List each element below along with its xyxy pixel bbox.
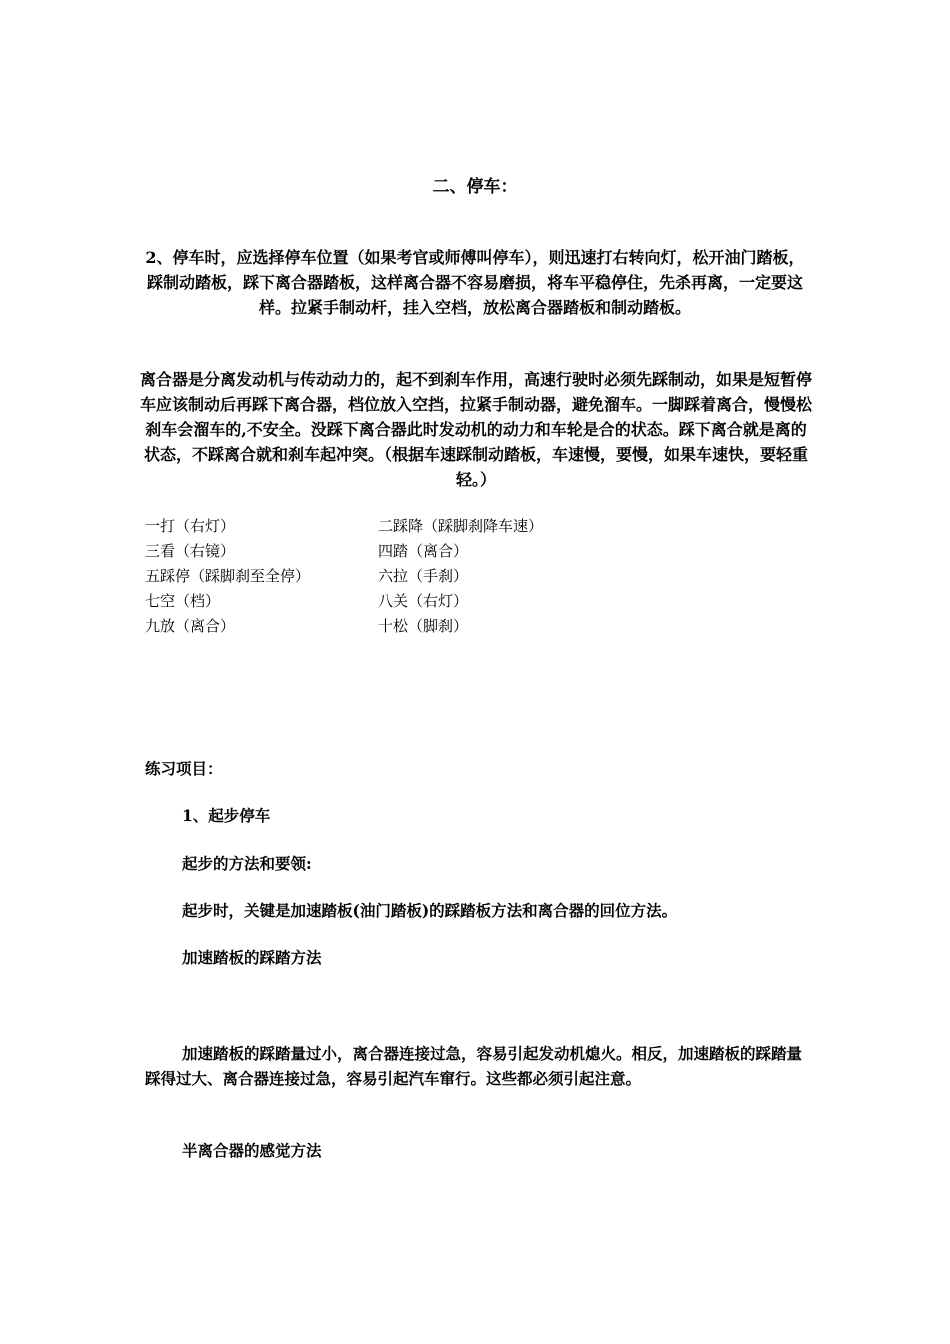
practice-item-1: 1、起步停车 xyxy=(182,806,271,825)
step-item: 四踏（离合） xyxy=(378,542,469,560)
step-item: 三看（右镜） xyxy=(145,542,236,560)
step-item: 十松（脚刹） xyxy=(378,617,469,635)
steps-row xyxy=(145,564,645,589)
step-item: 七空（档） xyxy=(145,592,221,610)
steps-row xyxy=(145,614,645,639)
clutch-paragraph: 离合器是分离发动机与传动动力的，起不到刹车作用，高速行驶时必须先踩制动，如果是短暂停车应该制动后再踩下离合器，档位放入空挡，拉紧手制动器，避免溜车。一脚踩着离合，慢慢松刹车会溜车的,不安全。没踩下离合器此时发动机的动力和车轮是合的状态。踩下离合就是离的状态，不踩离合就和刹车起冲突。（根据车速踩制动踏板，车速慢，要慢，如果车速快，要轻重轻。） xyxy=(139,370,812,489)
method-heading: 起步的方法和要领: xyxy=(182,854,312,873)
step-item: 二踩降（踩脚刹降车速） xyxy=(378,517,544,535)
step-item: 九放（离合） xyxy=(145,617,236,635)
steps-row xyxy=(145,539,645,564)
accel-heading: 加速踏板的踩踏方法 xyxy=(182,948,322,967)
parking-steps-list xyxy=(145,514,645,639)
accel-paragraph: 加速踏板的踩踏量过小，离合器连接过急，容易引起发动机熄火。相反，加速踏板的踩踏量踩得过大、离合器连接过急，容易引起汽车窜行。这些都必须引起注意。 xyxy=(145,1044,803,1088)
steps-row xyxy=(145,589,645,614)
step-item: 五踩停（踩脚刹至全停） xyxy=(145,567,311,585)
steps-row xyxy=(145,514,645,539)
parking-paragraph: 2、停车时，应选择停车位置（如果考官或师傅叫停车），则迅速打右转向灯，松开油门踏板，踩制动踏板，踩下离合器踏板，这样离合器不容易磨损，将车平稳停住，先杀再离，一定要这样。拉紧手制动杆，挂入空档，放松离合器踏板和制动踏板。 xyxy=(145,248,805,317)
section-title: 二、停车： xyxy=(432,177,518,197)
half-clutch-heading: 半离合器的感觉方法 xyxy=(182,1141,322,1160)
practice-heading: 练习项目： xyxy=(145,759,223,778)
method-text: 起步时，关键是加速踏板(油门踏板)的踩踏板方法和离合器的回位方法。 xyxy=(182,901,678,920)
step-item: 一打（右灯） xyxy=(145,517,236,535)
step-item: 八关（右灯） xyxy=(378,592,469,610)
step-item: 六拉（手刹） xyxy=(378,567,469,585)
